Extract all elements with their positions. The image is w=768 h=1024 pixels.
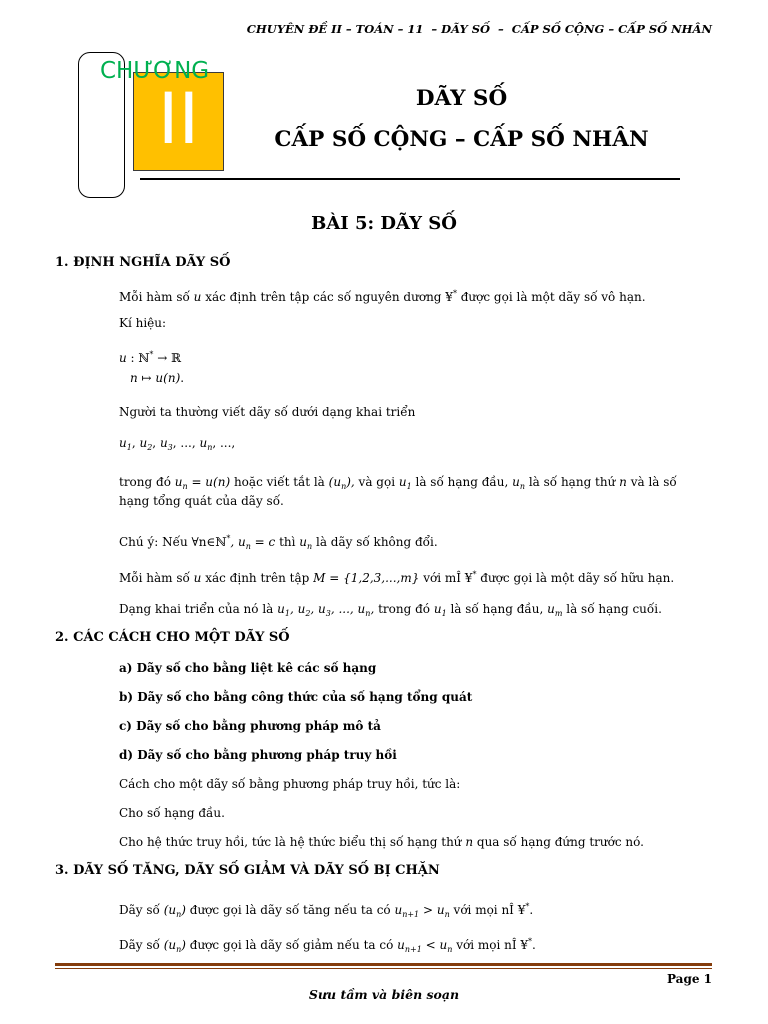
text-run: hoặc viết tắt là — [230, 475, 329, 489]
math-subscript: n — [447, 945, 453, 954]
math-subscript: 2 — [305, 609, 311, 618]
math-expression: (u — [328, 475, 342, 489]
math-subscript: n — [245, 542, 251, 551]
text-run: Cho hệ thức truy hồi, tức là hệ thức biểu thị số hạng thứ — [119, 835, 466, 849]
math-subscript: 3 — [167, 443, 173, 452]
math-expression: u — [433, 602, 442, 616]
method-item: c) Dãy số cho bằng phương pháp mô tả — [119, 719, 381, 733]
math-subscript: n — [176, 910, 182, 919]
math-superscript: * — [452, 289, 457, 298]
math-subscript: 1 — [126, 443, 132, 452]
text-run: là số hạng cuối. — [562, 602, 662, 616]
math-subscript: 2 — [147, 443, 153, 452]
math-symbol: nÎ ¥ — [504, 938, 529, 952]
text-run: . — [529, 903, 534, 917]
text-run: Dãy số — [119, 903, 164, 917]
text-run: với — [419, 571, 445, 585]
running-header: CHUYÊN ĐỀ II – TOÁN – 11 – DÃY SỐ – CẤP SỐ CỘNG – CẤP SỐ NHÂN — [246, 22, 712, 36]
math-symbol: ¥ — [445, 290, 453, 304]
text-run: và là số — [626, 475, 677, 489]
text-run: Dạng khai triển của nó là — [119, 602, 278, 616]
math-expression: u — [547, 602, 555, 616]
math-superscript: * — [149, 350, 154, 359]
math-expression: n — [465, 835, 474, 849]
math-subscript: n — [444, 910, 450, 919]
text-run: , — [131, 436, 140, 450]
text-run: , ..., — [172, 436, 200, 450]
text-run: là số hạng đầu, — [446, 602, 548, 616]
math-expression: u — [119, 351, 127, 365]
math-expression: ), — [346, 475, 355, 489]
math-expression: , u — [310, 602, 326, 616]
notation-label: Kí hiệu: — [119, 316, 167, 330]
footer-rule-thin — [55, 968, 712, 969]
chapter-subtitle: CẤP SỐ CỘNG – CẤP SỐ NHÂN — [274, 127, 649, 152]
math-subscript: n+1 — [404, 945, 422, 954]
math-expression: , u — [230, 535, 246, 549]
math-superscript: * — [226, 534, 231, 543]
math-expression: u — [512, 475, 520, 489]
text-run: qua số hạng đứng trước nó. — [473, 835, 644, 849]
text-run: Chú ý: Nếu — [119, 535, 192, 549]
math-symbol: mÎ ¥ — [444, 571, 473, 585]
text-run: . — [532, 938, 536, 952]
math-superscript: * — [528, 937, 533, 946]
footer-credit: Sưu tầm và biên soạn — [308, 987, 460, 1002]
math-expression: u — [155, 371, 164, 385]
math-expression: (n) — [163, 371, 181, 385]
math-symbol: ℝ — [171, 351, 182, 365]
math-symbol: nÎ ¥ — [501, 903, 526, 917]
math-subscript: n+1 — [402, 910, 420, 919]
text-run: được gọi là một dãy số hữu hạn. — [476, 571, 675, 585]
math-expression: u — [397, 938, 405, 952]
math-symbol: ∀n∈ℕ — [191, 535, 227, 549]
math-expression: u — [277, 602, 285, 616]
chapter-title: DÃY SỐ — [415, 86, 508, 111]
math-expression: , u — [289, 602, 306, 616]
math-expression: > u — [419, 903, 445, 917]
math-expression: u — [119, 436, 127, 450]
text-run: . — [180, 371, 185, 385]
math-expression: , — [370, 602, 375, 616]
text-run: ↦ — [137, 371, 156, 385]
text-run: trong đó — [119, 475, 175, 489]
math-expression: ) — [181, 903, 186, 917]
math-subscript: n — [307, 542, 313, 551]
math-expression: u — [398, 475, 407, 489]
math-expression: < u — [421, 938, 448, 952]
text-run: với mọi — [452, 938, 505, 952]
text-run: được gọi là một dãy số vô hạn. — [456, 290, 646, 304]
text-run: Dãy số — [119, 938, 164, 952]
math-expression: u — [199, 436, 208, 450]
increasing-sequence-definition — [119, 899, 533, 923]
math-expression: u — [193, 290, 202, 304]
math-expression: n — [619, 475, 627, 489]
definition-finite-sequence — [119, 567, 674, 586]
notation-mapping-rule — [130, 370, 184, 386]
text-run: xác định trên tập — [201, 571, 314, 585]
method-item: b) Dãy số cho bằng công thức của số hạng tổng quát — [119, 690, 473, 704]
text-run: thì — [275, 535, 300, 549]
chapter-number: II — [157, 78, 200, 160]
text-run: là dãy số không đổi. — [312, 535, 438, 549]
page-number: Page 1 — [666, 972, 712, 986]
decreasing-sequence-definition — [119, 934, 536, 958]
math-expression: (u — [163, 938, 177, 952]
text-run: Mỗi hàm số — [119, 571, 194, 585]
math-expression: ) — [181, 938, 186, 952]
method-item: a) Dãy số cho bằng liệt kê các số hạng — [119, 661, 377, 675]
text-run: Mỗi hàm số — [119, 290, 194, 304]
math-subscript: n — [365, 609, 371, 618]
section-3-heading: 3. DÃY SỐ TĂNG, DÃY SỐ GIẢM VÀ DÃY SỐ BỊ CHẶN — [55, 863, 440, 878]
footer-rule-thick — [55, 963, 712, 966]
text-run: xác định trên tập các số nguyên dương — [201, 290, 446, 304]
math-superscript: * — [525, 902, 530, 911]
math-subscript: n — [207, 443, 213, 452]
chapter-label: CHƯƠNG — [100, 58, 210, 84]
math-expression: M = {1,2,3,...,m} — [313, 571, 420, 585]
text-run: với mọi — [449, 903, 502, 917]
math-expression: = u(n) — [187, 475, 231, 489]
math-subscript: 1 — [406, 482, 412, 491]
constant-sequence-note — [119, 531, 438, 555]
lesson-title: BÀI 5: DÃY SỐ — [311, 213, 457, 234]
text-run: , — [152, 436, 160, 450]
math-subscript: n — [341, 482, 347, 491]
math-expression: = c — [250, 535, 276, 549]
general-term-explanation — [119, 474, 677, 495]
math-expression: u — [299, 535, 308, 549]
math-subscript: n — [182, 482, 188, 491]
text-run: và gọi — [354, 475, 399, 489]
math-superscript: * — [472, 570, 477, 579]
recurrence-first-term: Cho số hạng đầu. — [119, 806, 225, 820]
text-run: → — [153, 351, 172, 365]
math-symbol: ℕ — [138, 351, 150, 365]
sequence-expansion — [119, 435, 235, 456]
text-run: được gọi là dãy số tăng nếu ta có — [185, 903, 395, 917]
text-run: , ..., — [212, 436, 236, 450]
math-subscript: m — [554, 609, 563, 618]
math-expression: n — [130, 371, 138, 385]
recurrence-relation — [119, 834, 644, 850]
math-subscript: 1 — [284, 609, 290, 618]
math-expression: (u — [163, 903, 177, 917]
math-expression: u — [193, 571, 202, 585]
chapter-number-box — [133, 72, 224, 171]
expansion-intro: Người ta thường viết dãy số dưới dạng khai triển — [119, 405, 416, 419]
finite-sequence-expansion — [119, 601, 662, 622]
text-run: trong đó — [374, 602, 434, 616]
text-run: : — [126, 351, 139, 365]
section-1-heading: 1. ĐỊNH NGHĨA DÃY SỐ — [55, 255, 231, 270]
math-expression: u — [174, 475, 183, 489]
text-run: được gọi là dãy số giảm nếu ta có — [185, 938, 398, 952]
definition-infinite-sequence — [119, 286, 646, 305]
math-subscript: 1 — [441, 609, 447, 618]
notation-mapping — [119, 347, 181, 366]
math-expression: , ..., u — [330, 602, 366, 616]
math-expression: u — [139, 436, 148, 450]
math-subscript: n — [176, 945, 182, 954]
title-divider — [140, 178, 680, 180]
recurrence-intro: Cách cho một dãy số bằng phương pháp truy hồi, tức là: — [119, 777, 461, 791]
math-expression: u — [394, 903, 403, 917]
math-expression: u — [159, 436, 168, 450]
general-term-explanation-cont: hạng tổng quát của dãy số. — [119, 494, 284, 508]
method-item: d) Dãy số cho bằng phương pháp truy hồi — [119, 748, 397, 762]
section-2-heading: 2. CÁC CÁCH CHO MỘT DÃY SỐ — [55, 630, 290, 645]
math-subscript: n — [519, 482, 526, 491]
math-subscript: 3 — [325, 609, 331, 618]
text-run: là số hạng thứ — [525, 475, 620, 489]
text-run: là số hạng đầu, — [411, 475, 513, 489]
